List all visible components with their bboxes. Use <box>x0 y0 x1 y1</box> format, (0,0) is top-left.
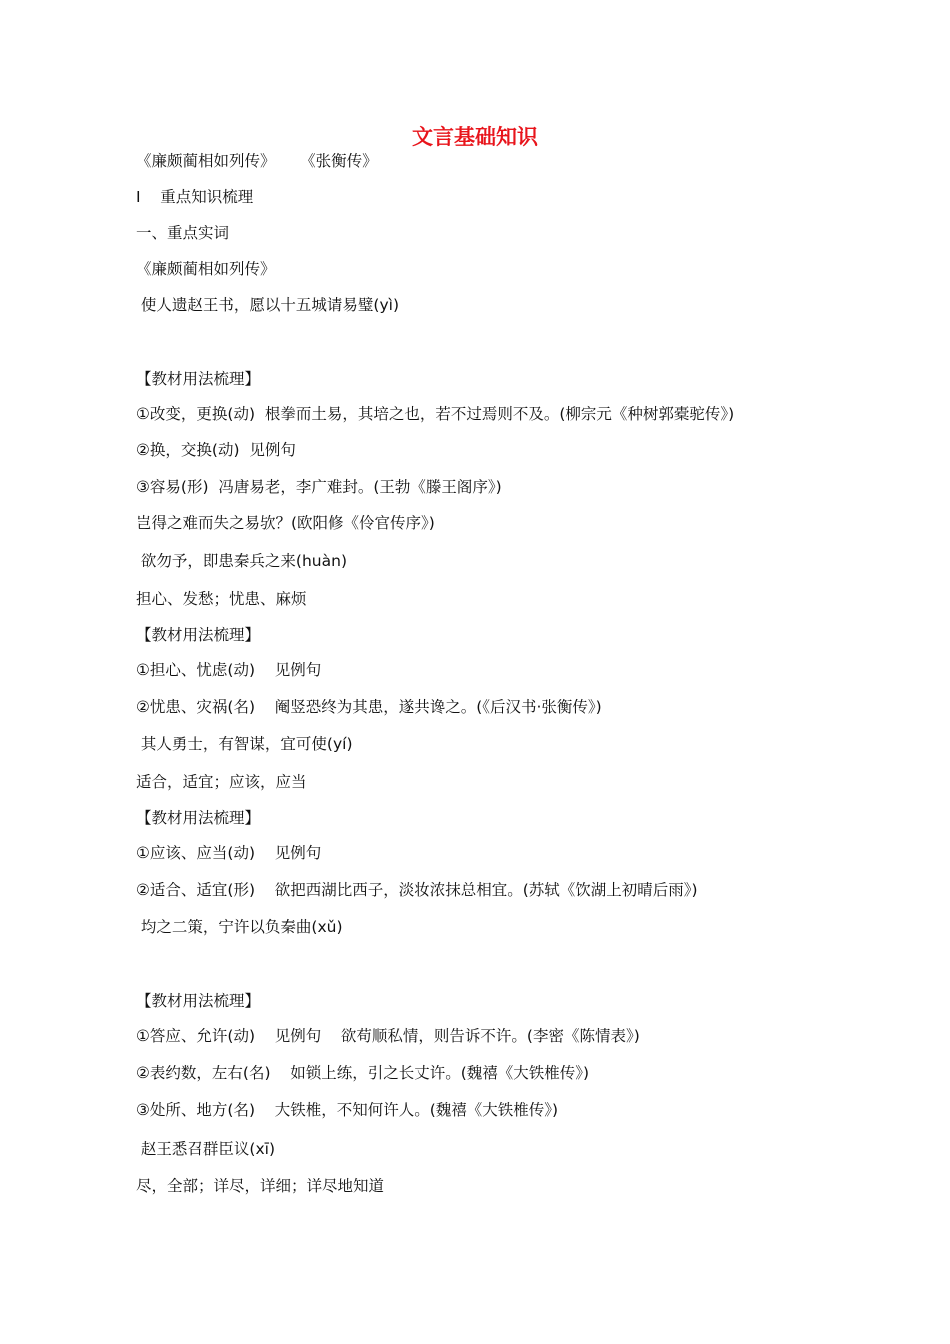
usage-item: ②表约数，左右(名) 如锁上练，引之长丈许。(魏禧《大铁椎传》) <box>136 1064 590 1082</box>
usage-item: ②换，交换(动) 见例句 <box>136 441 296 459</box>
word-meaning: 担心、发愁；忧患、麻烦 <box>136 590 307 608</box>
example-sentence: 欲勿予，即患秦兵之来(huàn) <box>136 552 347 570</box>
usage-item: ③容易(形) 冯唐易老，李广难封。(王勃《滕王阁序》) <box>136 478 502 496</box>
usage-heading: 【教材用法梳理】 <box>136 370 261 388</box>
example-sentence: 使人遗赵王书，愿以十五城请易璧(yì) <box>136 296 400 314</box>
usage-item: ②适合、适宜(形) 欲把西湖比西子，淡妆浓抹总相宜。(苏轼《饮湖上初晴后雨》) <box>136 881 698 899</box>
usage-heading: 【教材用法梳理】 <box>136 626 261 644</box>
usage-item: 岂得之难而失之易欤？(欧阳修《伶官传序》) <box>136 514 435 532</box>
usage-item: ②忧患、灾祸(名) 阉竖恐终为其患，遂共谗之。(《后汉书·张衡传》) <box>136 698 602 716</box>
subtitle-texts: 《廉颇蔺相如列传》 《张衡传》 <box>136 152 378 170</box>
section-heading: Ⅰ 重点知识梳理 <box>136 188 254 206</box>
subsection-heading: 一、重点实词 <box>136 224 230 242</box>
usage-heading: 【教材用法梳理】 <box>136 992 261 1010</box>
usage-heading: 【教材用法梳理】 <box>136 809 261 827</box>
example-sentence: 其人勇士，有智谋，宜可使(yí) <box>136 735 353 753</box>
example-sentence: 均之二策，宁许以负秦曲(xǔ) <box>136 918 343 936</box>
usage-item: ①改变，更换(动) 根拳而土易，其培之也，若不过焉则不及。(柳宗元《种树郭橐驼传》) <box>136 405 735 423</box>
example-sentence: 赵王悉召群臣议(xī) <box>136 1140 276 1158</box>
usage-item: ①答应、允许(动) 见例句 欲苟顺私情，则告诉不许。(李密《陈情表》) <box>136 1027 640 1045</box>
usage-item: ③处所、地方(名) 大铁椎，不知何许人。(魏禧《大铁椎传》) <box>136 1101 559 1119</box>
text-source-heading: 《廉颇蔺相如列传》 <box>136 260 276 278</box>
usage-item: ①担心、忧虑(动) 见例句 <box>136 661 322 679</box>
usage-item: ①应该、应当(动) 见例句 <box>136 844 322 862</box>
word-meaning: 适合，适宜；应该，应当 <box>136 773 307 791</box>
word-meaning: 尽，全部；详尽，详细；详尽地知道 <box>136 1177 385 1195</box>
page-title: 文言基础知识 <box>412 125 538 149</box>
